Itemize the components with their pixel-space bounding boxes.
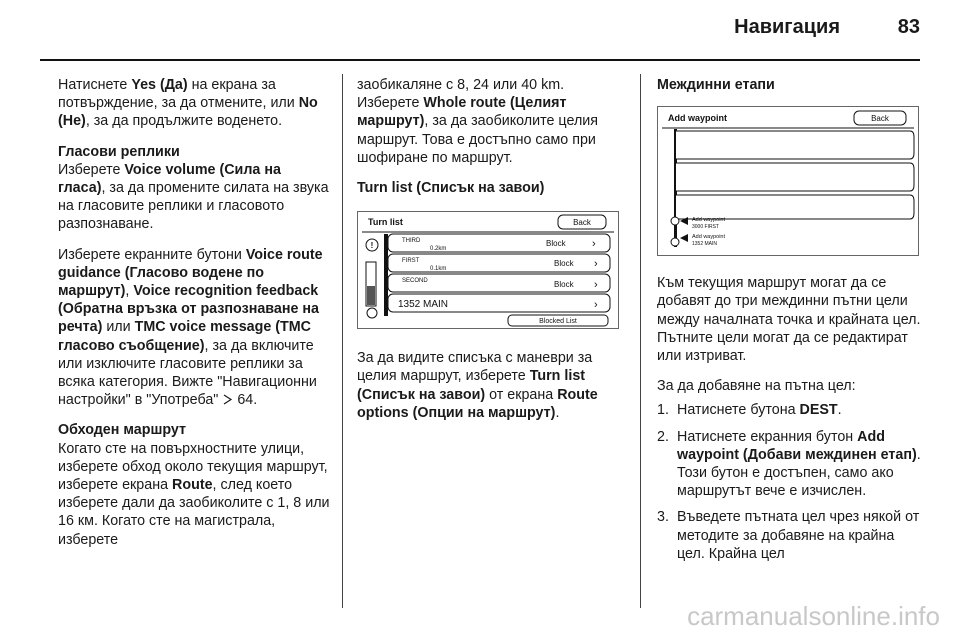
watermark: carmanualsonline.info bbox=[687, 601, 940, 631]
svg-text:Blocked List: Blocked List bbox=[539, 318, 577, 326]
page-number: 83 bbox=[897, 16, 920, 38]
add-waypoint-screenshot bbox=[657, 106, 919, 256]
paragraph: Изберете екранните бутони Voice route guidance (Гласово водене по маршрут), Voice recognition feedback (Обратна връзка от разпознаване на речта) или TMC voice message (TMC гласово съобщение), за да включите или изключите гласовите реплики за всяка категория. Вижте "Навигационни настройки" в "Употреба" 64. bbox=[58, 246, 323, 409]
back-label: Back bbox=[573, 218, 591, 228]
chevron-right-icon: › bbox=[592, 238, 596, 251]
svg-text:1352 MAIN: 1352 MAIN bbox=[692, 241, 718, 248]
dest-term: DEST bbox=[799, 402, 838, 419]
arrow-ref-icon bbox=[222, 392, 233, 408]
page-header bbox=[0, 0, 960, 64]
chevron-right-icon: › bbox=[594, 258, 598, 271]
svg-text:0.2km: 0.2km bbox=[430, 246, 447, 253]
scroll-thumb[interactable] bbox=[367, 286, 375, 305]
route-options-term: Route options (Опции на маршрут) bbox=[357, 386, 598, 421]
chevron-right-icon: › bbox=[594, 299, 598, 312]
waypoint-slot[interactable] bbox=[676, 163, 914, 191]
yes-term: Yes (Да) bbox=[131, 77, 188, 93]
section-heading: Гласови реплики bbox=[58, 143, 180, 160]
list-item: 2. Натиснете екранния бутон Add waypoint (Добави междинен етап). Този бутон е достъпен, само ако маршрутът вече е изчислен. bbox=[657, 428, 921, 500]
destination-icon bbox=[367, 308, 377, 318]
section-heading: Междинни етапи bbox=[657, 77, 775, 93]
add-waypoint-title: Add waypoint bbox=[668, 113, 727, 124]
voice-route-guidance-term: Voice route guidance (Гласово водене по маршрут) bbox=[58, 246, 323, 300]
section-heading: Turn list (Списък на завои) bbox=[357, 180, 545, 197]
add-waypoint-term: Add waypoint (Добави междинен етап) bbox=[677, 428, 917, 463]
voice-recognition-feedback-term: Voice recognition feedback (Обратна връзка от разпознаване на речта) bbox=[58, 283, 319, 336]
svg-text:Block: Block bbox=[546, 239, 566, 249]
no-term: No (Не) bbox=[58, 95, 318, 130]
paragraph: Към текущия маршрут могат да се добавят до три междинни пътни цели между началната точка и крайната цел. Пътните цели могат да се редактират или изтриват. bbox=[657, 275, 921, 365]
column-3 bbox=[657, 76, 925, 571]
chevron-right-icon: › bbox=[594, 279, 598, 292]
page-title: Навигация bbox=[734, 16, 840, 38]
steps-list bbox=[657, 401, 925, 563]
paragraph: Натиснете Yes (Да) на екрана за потвърждение, за да отмените, или No (Не), за да продължите воденето. bbox=[58, 77, 318, 130]
svg-text:FIRST: FIRST bbox=[402, 258, 420, 265]
waypoint-slot[interactable] bbox=[676, 131, 914, 159]
svg-text:!: ! bbox=[370, 241, 374, 251]
turn-row[interactable] bbox=[388, 254, 610, 272]
destination-marker bbox=[671, 238, 679, 246]
column-1 bbox=[58, 76, 330, 561]
paragraph: За да видите списъка с маневри за целия маршрут, изберете Turn list (Списък на завои) от екрана Route options (Опции на маршрут). bbox=[357, 350, 598, 421]
turn-list-term: Turn list (Списък на завои) bbox=[357, 368, 586, 403]
turn-row[interactable] bbox=[388, 234, 610, 252]
svg-text:Block: Block bbox=[554, 280, 574, 290]
whole-route-term: Whole route (Целият маршрут) bbox=[357, 95, 567, 130]
paragraph: Изберете Voice volume (Сила на гласа), за да промените силата на звука на гласовите реплики и гласовото разпознаване. bbox=[58, 161, 329, 233]
list-item: 1. Натиснете бутона DEST. bbox=[657, 402, 842, 419]
column-divider bbox=[640, 74, 641, 608]
section-heading: Обходен маршрут bbox=[58, 422, 187, 439]
list-item: 3. Въведете пътната цел чрез някой от методите за добавяне на крайна цел. Крайна цел bbox=[657, 509, 920, 562]
svg-text:1352 MAIN: 1352 MAIN bbox=[398, 299, 449, 311]
back-label: Back bbox=[871, 114, 889, 124]
svg-text:Block: Block bbox=[554, 259, 574, 269]
route-term: Route bbox=[172, 477, 213, 494]
column-2 bbox=[357, 76, 629, 434]
header-rule bbox=[40, 59, 920, 61]
waypoint-slot[interactable] bbox=[676, 195, 914, 219]
paragraph: заобикаляне с 8, 24 или 40 km. Изберете Whole route (Целият маршрут), за да заобиколите целия маршрут. Това е достъпно само при шофиране по маршрут. bbox=[357, 77, 599, 166]
add-waypoint-arrow-icon bbox=[680, 234, 688, 242]
tmc-voice-message-term: TMC voice message (TMC гласово съобщение) bbox=[58, 319, 311, 354]
svg-text:THIRD: THIRD bbox=[402, 238, 421, 245]
svg-text:SECOND: SECOND bbox=[402, 278, 428, 285]
svg-text:0.1km: 0.1km bbox=[430, 266, 447, 273]
turn-list-screen bbox=[358, 212, 618, 328]
svg-text:Add waypoint: Add waypoint bbox=[692, 217, 726, 224]
waypoint-marker bbox=[671, 217, 679, 225]
turn-list-screenshot bbox=[357, 211, 619, 329]
column-divider bbox=[342, 74, 343, 608]
route-bar bbox=[384, 234, 388, 316]
turn-list-title: Turn list bbox=[368, 217, 403, 228]
paragraph: Когато сте на повърхностните улици, изберете обход около текущия маршрут, изберете екрана Route, след което изберете дали да заобиколите с 1, 8 или 16 км. Когато сте на магистрала, изберете bbox=[58, 440, 330, 548]
paragraph: За да добавяне на пътна цел: bbox=[657, 378, 856, 395]
add-waypoint-screen bbox=[658, 107, 918, 255]
svg-text:3000 FIRST: 3000 FIRST bbox=[692, 224, 719, 231]
voice-volume-term: Voice volume (Сила на гласа) bbox=[58, 161, 281, 197]
svg-text:Add waypoint: Add waypoint bbox=[692, 234, 726, 241]
